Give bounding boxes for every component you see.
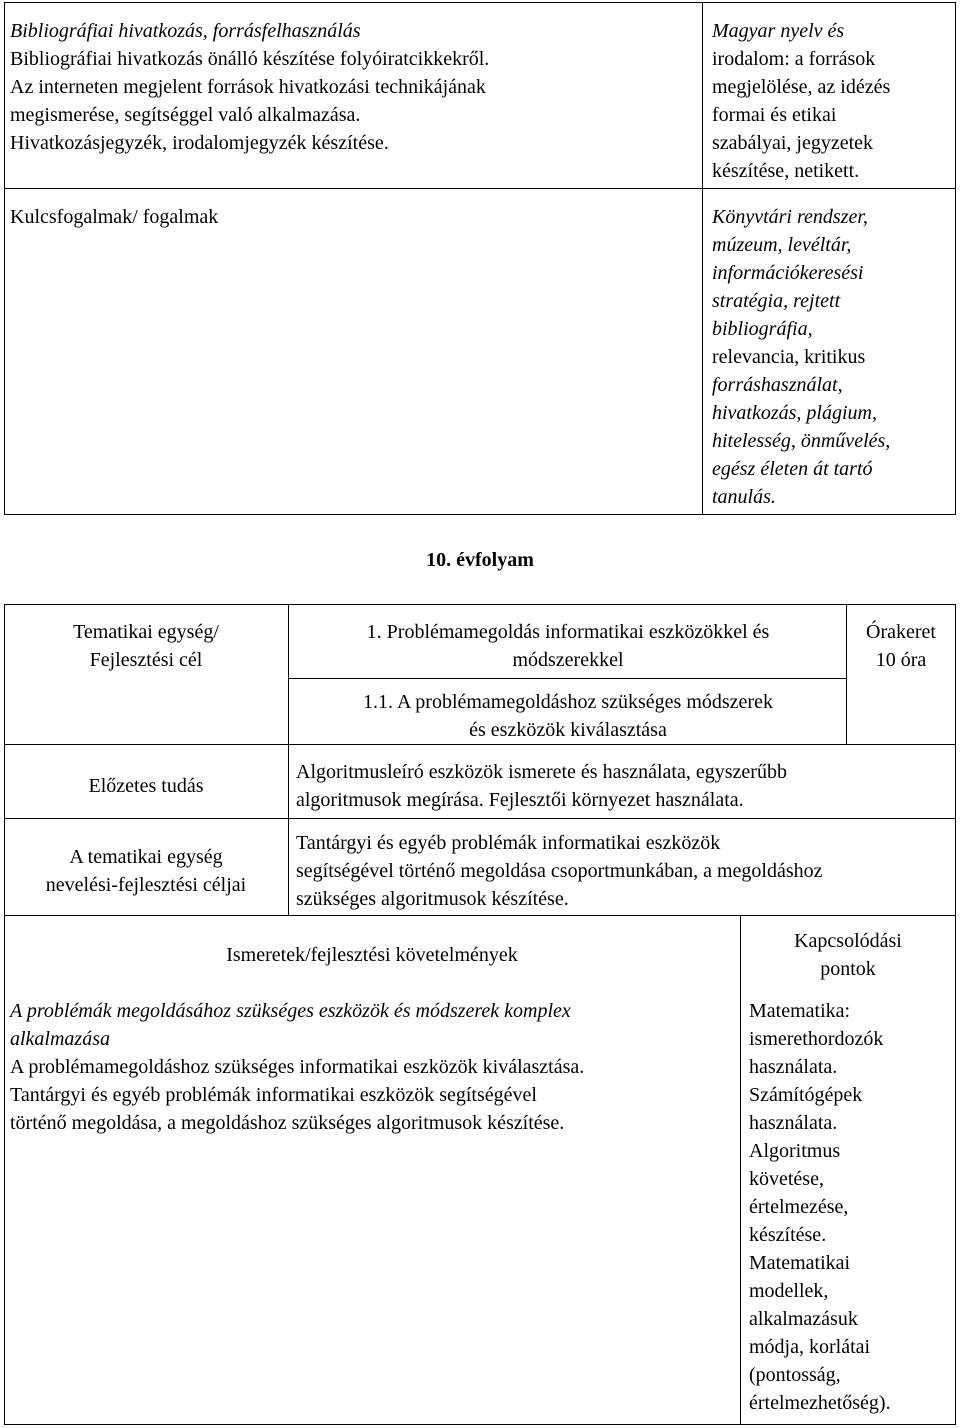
text-line: formai és etikai xyxy=(712,104,837,126)
text-line: megjelölése, az idézés xyxy=(712,76,891,98)
text-line: bibliográfia, xyxy=(712,318,813,340)
goals-text xyxy=(296,829,952,913)
text-line: Matematika: xyxy=(749,1000,851,1022)
text-line: 1. Problémamegoldás informatikai eszközökkel és xyxy=(366,621,770,643)
text-line: Könyvtári rendszer, xyxy=(712,206,868,228)
text-line: Tantárgyi és egyéb problémák informatikai eszközök segítségével xyxy=(10,1084,537,1106)
text-line: múzeum, levéltár, xyxy=(712,234,852,256)
text-line: módja, korlátai xyxy=(749,1336,871,1358)
text-line: forráshasználat, xyxy=(712,374,843,396)
literature-connection-text xyxy=(712,17,954,185)
text-line: modellek, xyxy=(749,1280,829,1302)
prior-knowledge-text xyxy=(296,758,952,814)
column-divider xyxy=(288,604,289,916)
text-line: szabályai, jegyzetek xyxy=(712,132,874,154)
row-divider xyxy=(4,744,956,745)
text-line: tanulás. xyxy=(712,486,776,508)
text-line: információkeresési xyxy=(712,262,864,284)
row-divider xyxy=(4,818,956,819)
text-line: irodalom: a források xyxy=(712,48,876,70)
text-line: segítségével történő megoldása csoportmunkában, a megoldáshoz xyxy=(296,860,823,882)
requirements-header: Ismeretek/fejlesztési követelmények xyxy=(226,944,518,966)
text-line: A tematikai egység xyxy=(69,846,223,868)
text-line: és eszközök kiválasztása xyxy=(469,719,667,741)
column-divider xyxy=(740,915,741,1425)
table-border xyxy=(955,604,956,1425)
text-line: Bibliográfiai hivatkozás önálló készítése folyóiratcikkekről. xyxy=(10,48,490,70)
grade-heading: 10. évfolyam xyxy=(426,549,534,571)
text-line: relevancia, kritikus xyxy=(712,346,866,368)
hours-box xyxy=(848,618,954,674)
column-divider xyxy=(702,2,703,515)
text-line: egész életen át tartó xyxy=(712,458,873,480)
unit-label xyxy=(6,618,286,674)
references-topic-text xyxy=(10,17,700,157)
text-line: alkalmazásuk xyxy=(749,1308,858,1330)
table-border xyxy=(4,2,5,515)
text-line: Algoritmusleíró eszközök ismerete és használata, egyszerűbb xyxy=(296,761,787,783)
text-line: A problémák megoldásához szükséges eszközök és módszerek komplex xyxy=(10,1000,571,1022)
text-line: megismerése, segítséggel való alkalmazása. xyxy=(10,104,361,126)
text-line: Hivatkozásjegyzék, irodalomjegyzék készítése. xyxy=(10,132,389,154)
prior-knowledge-label: Előzetes tudás xyxy=(88,775,204,797)
requirements-text xyxy=(10,997,738,1137)
text-line: Kapcsolódási xyxy=(794,930,902,952)
hours-label: Órakeret xyxy=(866,621,936,643)
text-line: értelmezhetőség). xyxy=(749,1392,891,1414)
text-line: készítése, netikett. xyxy=(712,160,860,182)
title-divider xyxy=(288,678,847,679)
text-line: hivatkozás, plágium, xyxy=(712,402,877,424)
text-line: A problémamegoldáshoz szükséges informatikai eszközök kiválasztása. xyxy=(10,1056,585,1078)
text-line: Kulcsfogalmak/ fogalmak xyxy=(10,206,219,228)
goals-label xyxy=(6,843,286,899)
row-divider xyxy=(4,188,956,189)
table-border xyxy=(4,604,956,605)
text-line: módszerekkel xyxy=(512,649,624,671)
text-line: algoritmusok megírása. Fejlesztői környezet használata. xyxy=(296,789,744,811)
text-line: pontok xyxy=(820,958,876,980)
text-line: Számítógépek xyxy=(749,1084,863,1106)
text-line: követése, xyxy=(749,1168,824,1190)
table-border xyxy=(955,2,956,515)
table-border xyxy=(4,514,956,515)
text-line: stratégia, rejtett xyxy=(712,290,841,312)
row-divider xyxy=(4,915,956,916)
text-line: ismerethordozók xyxy=(749,1028,884,1050)
text-line: Fejlesztési cél xyxy=(89,649,203,671)
table-border xyxy=(4,604,5,1425)
hours-value: 10 óra xyxy=(875,649,927,671)
key-concepts-list xyxy=(712,203,954,511)
text-line: Matematikai xyxy=(749,1252,851,1274)
text-line: Tantárgyi és egyéb problémák informatikai eszközök xyxy=(296,832,721,854)
references-topic-title: Bibliográfiai hivatkozás, forrásfelhasználás xyxy=(10,20,361,42)
text-line: (pontosság, xyxy=(749,1364,841,1386)
text-line: nevelési-fejlesztési céljai xyxy=(45,874,247,896)
text-line: alkalmazása xyxy=(10,1028,110,1050)
text-line: Algoritmus xyxy=(749,1140,841,1162)
text-line: történő megoldása, a megoldáshoz szükséges algoritmusok készítése. xyxy=(10,1112,565,1134)
table-border xyxy=(4,2,956,3)
text-line: használata. xyxy=(749,1056,838,1078)
text-line: szükséges algoritmusok készítése. xyxy=(296,888,569,910)
text-line: 1.1. A problémamegoldáshoz szükséges módszerek xyxy=(363,691,773,713)
subunit-title xyxy=(290,688,846,744)
text-line: használata. xyxy=(749,1112,838,1134)
column-divider xyxy=(846,604,847,745)
text-line: értelmezése, xyxy=(749,1196,849,1218)
text-line: Tematikai egység/ xyxy=(73,621,219,643)
connections-header xyxy=(742,927,954,983)
unit-title xyxy=(290,618,846,674)
connections-text xyxy=(749,997,954,1417)
text-line: Magyar nyelv és xyxy=(712,20,845,42)
table-border xyxy=(4,1424,956,1425)
text-line: hitelesség, önművelés, xyxy=(712,430,891,452)
key-concepts-label xyxy=(10,203,700,231)
text-line: készítése. xyxy=(749,1224,827,1246)
text-line: Az interneten megjelent források hivatkozási technikájának xyxy=(10,76,486,98)
